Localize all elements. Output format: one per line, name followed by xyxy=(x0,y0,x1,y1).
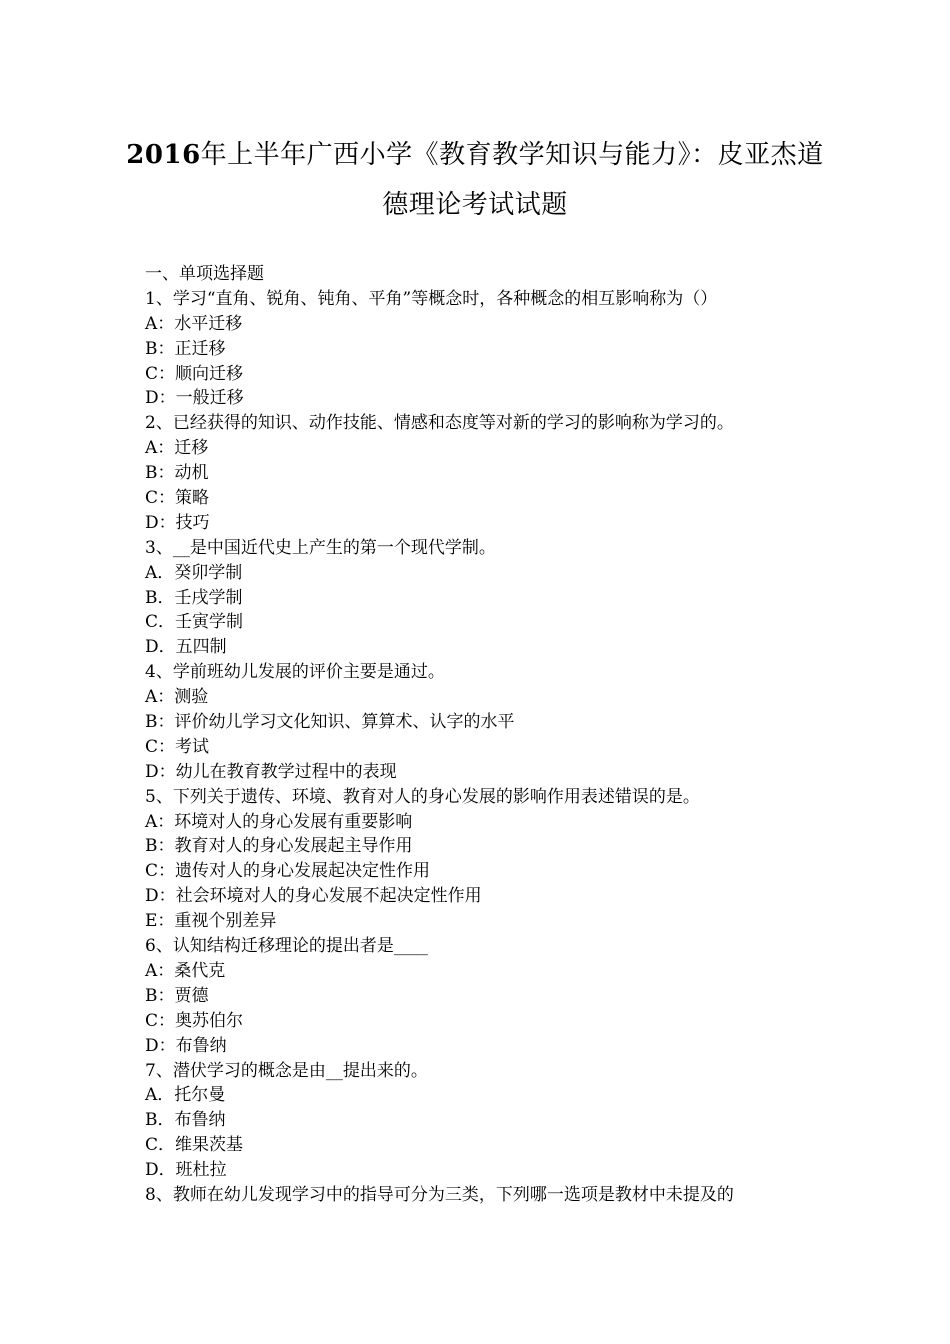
text-line: B：教育对人的身心发展起主导作用 xyxy=(145,836,413,857)
text-line: C：遗传对人的身心发展起决定性作用 xyxy=(145,861,431,882)
text-line: 6、认知结构迁移理论的提出者是____ xyxy=(145,936,428,957)
title-text: 年上半年广西小学《教育教学知识与能力》：皮亚杰道 xyxy=(200,140,824,170)
text-line: C：考试 xyxy=(145,736,210,757)
text-line: A：测验 xyxy=(145,687,209,708)
text-line: B：正迁移 xyxy=(145,338,226,359)
text-line: D．班杜拉 xyxy=(145,1160,227,1181)
text-line: C：奥苏伯尔 xyxy=(145,1010,244,1031)
text-line: 一、单项选择题 xyxy=(145,264,264,284)
text-line: A．托尔曼 xyxy=(145,1085,226,1106)
text-line: B：贾德 xyxy=(145,985,209,1006)
document-body xyxy=(145,262,845,1208)
text-line: C．维果茨基 xyxy=(145,1135,244,1156)
text-line: D．五四制 xyxy=(145,637,227,658)
text-line: A：环境对人的身心发展有重要影响 xyxy=(145,811,413,832)
text-line: D：技巧 xyxy=(145,512,210,533)
text-line: D：一般迁移 xyxy=(145,388,244,409)
text-line: B．布鲁纳 xyxy=(145,1110,226,1131)
text-line: B：动机 xyxy=(145,463,209,484)
text-line: A：迁移 xyxy=(145,438,209,459)
text-line: A：水平迁移 xyxy=(145,313,243,334)
text-line: C：顺向迁移 xyxy=(145,363,244,384)
text-line: A：桑代克 xyxy=(145,960,226,981)
text-line: C．壬寅学制 xyxy=(145,612,244,633)
text-line: D：幼儿在教育教学过程中的表现 xyxy=(145,761,397,782)
document-title-line-2: 德理论考试试题 xyxy=(382,190,568,220)
text-line: 8、教师在幼儿发现学习中的指导可分为三类，下列哪一选项是教材中未提及的 xyxy=(145,1184,734,1205)
text-line: 1、学习“直角、锐角、钝角、平角”等概念时，各种概念的相互影响称为（） xyxy=(145,288,718,309)
text-line: B．壬戌学制 xyxy=(145,587,243,608)
text-line: 4、学前班幼儿发展的评价主要是通过。 xyxy=(145,662,445,683)
text-line: D：社会环境对人的身心发展不起决定性作用 xyxy=(145,886,482,907)
text-line: C：策略 xyxy=(145,488,210,509)
document-title-line-1 xyxy=(0,134,950,171)
text-line: E：重视个别差异 xyxy=(145,911,277,932)
text-line: A．癸卯学制 xyxy=(145,562,243,583)
text-line: 3、__是中国近代史上产生的第一个现代学制。 xyxy=(145,537,496,558)
text-line: D：布鲁纳 xyxy=(145,1035,227,1056)
text-line: B：评价幼儿学习文化知识、算算术、认字的水平 xyxy=(145,712,515,733)
title-year: 2016 xyxy=(126,140,201,170)
text-line: 2、已经获得的知识、动作技能、情感和态度等对新的学习的影响称为学习的。 xyxy=(145,413,734,434)
text-line: 5、下列关于遗传、环境、教育对人的身心发展的影响作用表述错误的是。 xyxy=(145,786,700,807)
text-line: 7、潜伏学习的概念是由__提出来的。 xyxy=(145,1060,428,1081)
